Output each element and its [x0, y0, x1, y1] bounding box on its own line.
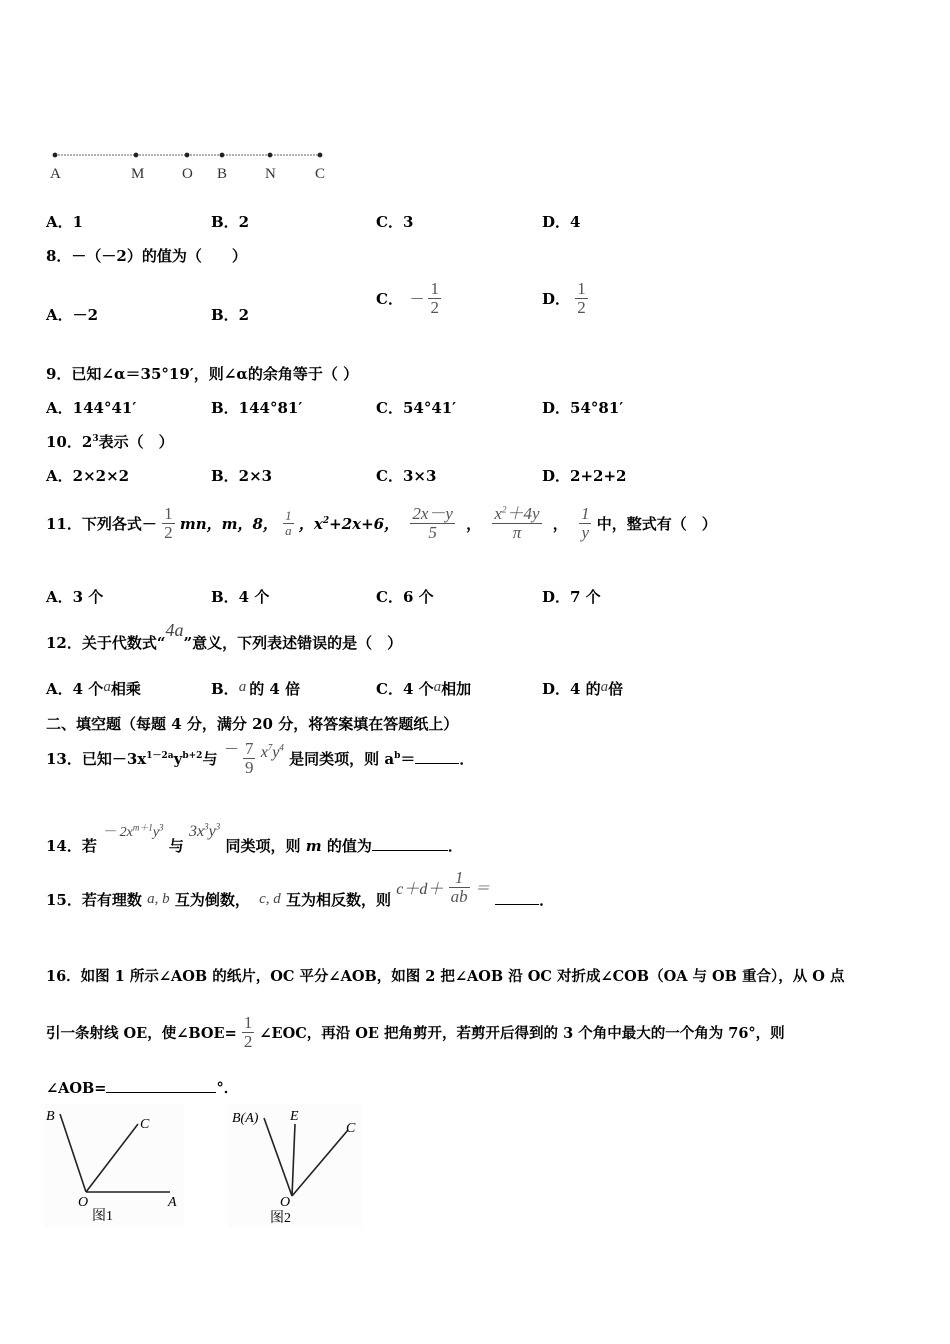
f4-num-b: ＋4y	[506, 504, 540, 523]
q14-t1-y: y	[152, 825, 160, 840]
q13-sup2: b+2	[182, 750, 203, 761]
q14-yu: 与	[168, 837, 184, 855]
q14-t1-sign: －	[102, 825, 117, 840]
q9-option-b[interactable]: B．144°81′	[211, 399, 303, 417]
q11-stem	[46, 505, 717, 542]
q11-terms-2-a: ，x	[298, 514, 323, 533]
q10-option-d[interactable]: D．2+2+2	[542, 467, 627, 485]
q15-mid-1: 互为倒数，	[174, 890, 250, 909]
q15-mid-2: 互为相反数，则	[286, 890, 392, 909]
q8-stem: 8．－（－2）的值为（ ）	[46, 247, 247, 265]
q13-end: ．	[459, 749, 475, 768]
q12-a-pre: A．4 个	[46, 680, 104, 698]
q15-vars-2: c, d	[259, 890, 281, 907]
q7-option-d[interactable]: D．4	[542, 213, 581, 231]
q10-prefix: 10．2	[46, 433, 93, 451]
q9-option-d[interactable]: D．54°81′	[542, 399, 624, 417]
fraction-denominator: a	[285, 522, 292, 538]
fraction-denominator: 9	[244, 757, 254, 777]
q13-suffix-text: 是同类项，则 a	[289, 749, 395, 768]
q14-suffix-b: 的值为	[326, 837, 372, 855]
q11-fraction-1	[162, 505, 175, 542]
q11-option-b[interactable]: B．4 个	[211, 588, 270, 606]
point-o	[185, 153, 190, 158]
q8-option-c[interactable]	[376, 280, 441, 317]
q10-option-a[interactable]: A．2×2×2	[46, 467, 130, 485]
q12-option-c[interactable]	[376, 678, 471, 699]
q10-stem	[46, 431, 174, 452]
q14-prefix: 14．若	[46, 837, 97, 855]
point-m	[134, 153, 139, 158]
fraction-numerator: 7	[244, 739, 254, 758]
q15-fraction	[449, 869, 470, 906]
fraction-numerator: 1	[285, 508, 292, 524]
q10-option-b[interactable]: B．2×3	[211, 467, 273, 485]
q7-option-c[interactable]: C．3	[376, 213, 414, 231]
q11-terms-2-b: +2x+6，	[329, 514, 400, 533]
q13-xsup: 7	[267, 742, 273, 753]
q13-yu: 与	[202, 749, 218, 768]
q12-a-var: a	[103, 679, 111, 695]
label-e: E	[290, 1109, 299, 1124]
figure-1	[44, 1104, 184, 1228]
q12-stem	[46, 620, 403, 652]
q8-option-d-fraction	[575, 280, 588, 317]
fraction-denominator: 2	[430, 297, 439, 317]
label-o: O	[280, 1195, 291, 1210]
point-label-c: C	[315, 166, 326, 182]
fraction-denominator: 2	[577, 297, 586, 317]
q14-t2-sup: 3	[204, 821, 209, 832]
q11-option-c[interactable]: C．6 个	[376, 588, 434, 606]
q10-exponent: 3	[92, 434, 99, 444]
q14-t2-ysup: 3	[215, 821, 221, 832]
q14-term-1	[102, 822, 164, 840]
q8-option-d-label: D．	[542, 289, 571, 308]
q14-suffix-m: m	[305, 837, 322, 855]
q16-answer-blank[interactable]	[106, 1092, 216, 1093]
q12-a-post: 相乘	[110, 680, 141, 698]
fraction-numerator: 1	[454, 868, 464, 887]
q13-x: x	[260, 744, 268, 761]
q11-comma-2: ，	[552, 514, 568, 533]
q12-c-var: a	[433, 679, 442, 695]
fraction-denominator: 2	[164, 522, 173, 542]
q11-option-d[interactable]: D．7 个	[542, 588, 601, 606]
q9-stem: 9．已知∠α＝35°19′，则∠α的余角等于（ ）	[46, 365, 359, 383]
q7-option-a[interactable]: A．1	[46, 213, 84, 231]
q11-fraction-3	[410, 505, 455, 542]
q13-sup1: 1－2a	[146, 750, 174, 761]
q8-option-c-sign: －	[408, 291, 424, 308]
q12-b-var: a	[238, 679, 247, 695]
fraction-numerator: 1	[577, 279, 586, 298]
q11-terms-2-sup: 2	[322, 515, 330, 526]
q12-b-post: 的 4 倍	[249, 680, 301, 698]
q12-d-pre: D．4 的	[542, 680, 601, 698]
q13-fraction	[243, 740, 256, 777]
q16-line-2-b: ∠EOC，再沿 OE 把角剪开，若剪开后得到的 3 个角中最大的一个角为 76°，则	[259, 1024, 785, 1042]
q8-option-d[interactable]	[542, 280, 588, 317]
fraction-denominator: 2	[243, 1031, 253, 1051]
q16-line-2	[46, 1014, 785, 1051]
q16-line-1: 16．如图 1 所示∠AOB 的纸片，OC 平分∠AOB，如图 2 把∠AOB 沿 OC 对折成∠COB（OA 与 OB 重合），从 O 点	[46, 968, 845, 985]
figure-2-caption: 图2	[270, 1211, 291, 1226]
q11-terms-2	[299, 515, 399, 533]
q10-suffix: 表示（ ）	[98, 433, 174, 451]
fraction-numerator: 1	[243, 1013, 253, 1032]
q13-ysup: 4	[279, 742, 284, 753]
q8-option-a[interactable]: A．－2	[46, 306, 99, 324]
q13-y: y	[272, 744, 280, 761]
q12-option-a[interactable]	[46, 678, 141, 699]
q12-suffix: ”意义，下列表述错误的是（ ）	[183, 634, 403, 652]
q16-line-2-a: 引一条射线 OE，使∠BOE=	[46, 1024, 237, 1042]
label-b: B	[46, 1109, 55, 1124]
q14-t1-sup: m＋1	[132, 822, 153, 833]
q15-end: ．	[539, 890, 555, 909]
point-c	[318, 153, 323, 158]
q9-option-a[interactable]: A．144°41′	[46, 399, 137, 417]
fraction-denominator: 5	[410, 523, 455, 542]
q8-option-b[interactable]: B．2	[211, 306, 250, 324]
q12-option-b[interactable]	[211, 678, 300, 699]
q8-option-c-fraction	[428, 280, 441, 317]
point-a	[53, 153, 58, 158]
q14-t1-a: 2x	[119, 825, 133, 840]
q10-option-c[interactable]: C．3×3	[376, 467, 437, 485]
q13-prefix	[46, 750, 217, 768]
figure-1-background	[44, 1104, 184, 1228]
q14-t2-a: 3x	[189, 823, 205, 840]
q13-bsup: b	[394, 750, 401, 761]
f4-num-sup: 2	[501, 504, 507, 515]
q11-suffix: 中，整式有（ ）	[596, 514, 717, 533]
q13-stem	[46, 740, 474, 777]
fraction-numerator: 1	[430, 279, 439, 298]
q15-blank-group	[495, 891, 554, 909]
section-2-title: 二、填空题（每题 4 分，满分 20 分，将答案填在答题纸上）	[46, 715, 459, 733]
q8-option-c-label: C．	[376, 289, 403, 308]
q13-answer-blank[interactable]	[415, 763, 459, 764]
point-b	[220, 153, 225, 158]
q15-expr: c＋d＋	[396, 880, 444, 898]
q13-monomial	[261, 744, 284, 761]
q14-t2-y: y	[208, 823, 216, 840]
q16-line-3-b: °．	[216, 1080, 239, 1097]
q11-fraction-2	[283, 509, 294, 537]
q16-line-3-a: ∠AOB=	[46, 1080, 107, 1097]
q13-prefix-text: 13．已知－3x	[46, 749, 147, 768]
fraction-numerator	[492, 505, 541, 523]
q12-d-var: a	[600, 679, 609, 695]
q15-vars-1: a, b	[147, 890, 170, 907]
figure-2	[228, 1104, 362, 1228]
q15-eq: ＝	[474, 880, 490, 897]
q12-option-d[interactable]	[542, 678, 623, 699]
q11-terms-1: mn，m，8，	[179, 514, 278, 533]
q11-fraction-5	[579, 505, 592, 542]
q12-prefix: 12．关于代数式“	[46, 634, 166, 652]
point-label-n: N	[265, 166, 276, 182]
q14-term-2	[189, 823, 220, 840]
q14-stem	[46, 820, 463, 855]
point-label-o: O	[182, 166, 193, 182]
q12-d-post: 倍	[608, 680, 624, 698]
q12-c-post: 相加	[441, 680, 472, 698]
fraction-numerator: 1	[580, 504, 590, 523]
fraction-denominator: ab	[450, 886, 468, 906]
q13-suffix	[289, 750, 474, 768]
label-b-a: B(A)	[232, 1111, 259, 1126]
q15-answer-blank[interactable]	[495, 904, 539, 905]
q16-line-3	[46, 1077, 238, 1098]
label-a: A	[168, 1195, 177, 1210]
q13-sign: －	[222, 741, 238, 758]
fraction-numerator: 2x－y	[412, 504, 453, 523]
q14-end: ．	[447, 837, 463, 855]
figure-1-caption: 图1	[92, 1209, 113, 1224]
point-label-b: B	[217, 166, 228, 182]
q11-fraction-4	[492, 505, 541, 542]
q11-comma-1: ，	[466, 514, 482, 533]
label-o: O	[78, 1195, 89, 1210]
q13-eq: ＝	[400, 749, 416, 768]
q11-option-a[interactable]: A．3 个	[46, 588, 104, 606]
q11-prefix: 11．下列各式－	[46, 514, 157, 533]
point-n	[268, 153, 273, 158]
f4-num-a: x	[494, 504, 502, 523]
label-c: C	[140, 1117, 150, 1132]
q14-suffix	[225, 837, 462, 855]
q12-c-pre: C．4 个	[376, 680, 434, 698]
q14-t1-ysup: 3	[159, 822, 164, 833]
q15-prefix: 15．若有理数	[46, 890, 142, 909]
q15-stem	[46, 868, 555, 918]
points-on-line-figure	[40, 140, 340, 190]
q13-mid: y	[173, 749, 183, 768]
q12-expression: 4a	[165, 620, 184, 640]
q12-b-pre: B．	[211, 680, 239, 698]
q14-answer-blank[interactable]	[372, 850, 448, 851]
q16-fraction	[242, 1014, 255, 1051]
point-label-a: A	[50, 166, 61, 182]
q7-option-b[interactable]: B．2	[211, 213, 250, 231]
q9-option-c[interactable]: C．54°41′	[376, 399, 457, 417]
point-label-m: M	[131, 166, 145, 182]
q14-suffix-a: 同类项，则	[225, 837, 301, 855]
label-c: C	[346, 1121, 356, 1136]
fraction-numerator: 1	[164, 504, 173, 523]
fraction-denominator: π	[492, 523, 541, 542]
fraction-denominator: y	[579, 523, 592, 542]
